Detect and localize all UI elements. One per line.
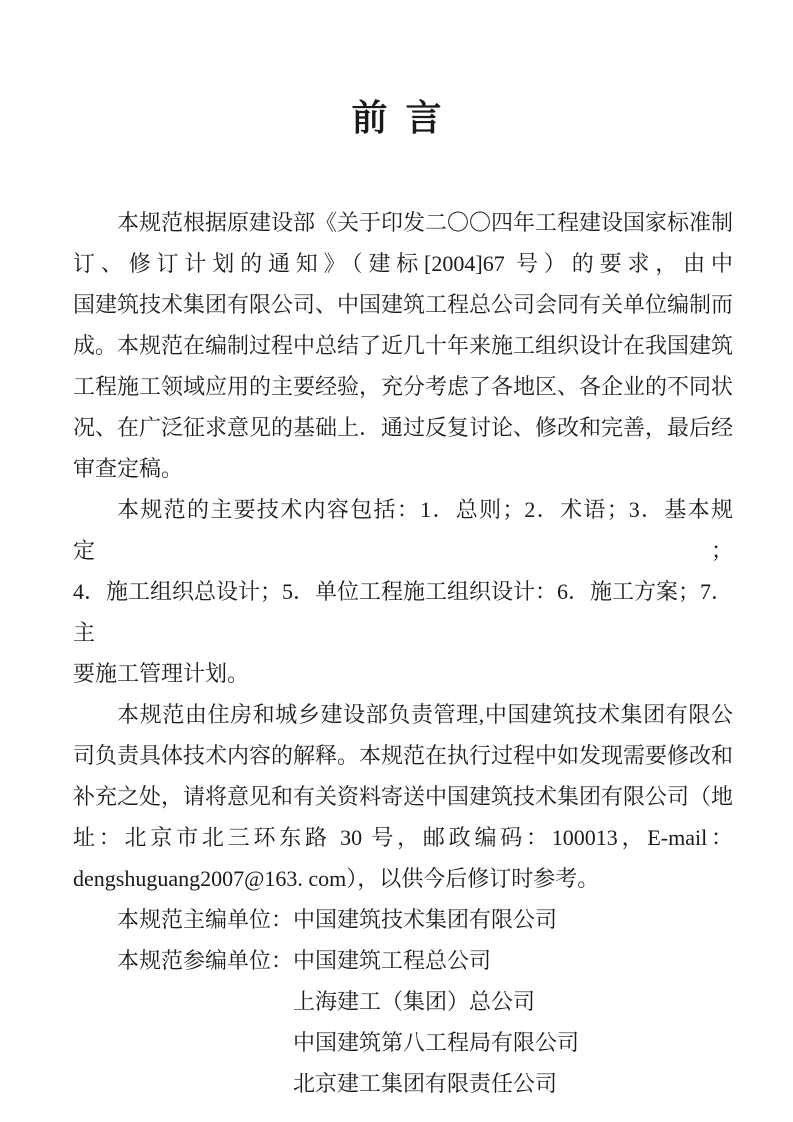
paragraph1-line-4: 成。本规范在编制过程中总结了近几十年来施工组织设计在我国建筑 xyxy=(73,333,734,358)
paragraph1-line-3: 国建筑技术集团有限公司、中国建筑工程总公司会同有关单位编制而 xyxy=(73,292,734,317)
paragraph3-line-1: 本规范由住房和城乡建设部负责管理,中国建筑技术集团有限公 xyxy=(117,702,733,727)
paragraph2-line-1: 本规范的主要技术内容包括：1．总则；2．术语；3．基本规定； xyxy=(73,497,733,563)
chief-editor-line: 本规范主编单位：中国建筑技术集团有限公司 xyxy=(117,907,558,932)
paragraph3-line-5: dengshuguang2007@163. com），以供今后修订时参考。 xyxy=(73,866,600,891)
paragraph1-line-2: 订、修订计划的通知》（建标[2004]67 号）的要求，由中 xyxy=(73,251,733,276)
participating-editor-line-4: 北京建工集团有限责任公司 xyxy=(293,1071,558,1096)
paragraph1-line-6: 况、在广泛征求意见的基础上．通过反复讨论、修改和完善，最后经 xyxy=(73,415,734,440)
participating-editor-line-2: 上海建工（集团）总公司 xyxy=(293,989,536,1014)
document-title: 前言 xyxy=(351,98,460,138)
paragraph2-line-3: 要施工管理计划。 xyxy=(73,661,250,686)
paragraph1-line-5: 工程施工领域应用的主要经验，充分考虑了各地区、各企业的不同状 xyxy=(73,374,734,399)
paragraph3-line-2: 司负责具体技术内容的解释。本规范在执行过程中如发现需要修改和 xyxy=(73,743,734,768)
participating-editor-line-3: 中国建筑第八工程局有限公司 xyxy=(293,1030,580,1055)
paragraph1-line-7: 审查定稿。 xyxy=(73,456,184,481)
paragraph2-line-2: 4．施工组织总设计；5．单位工程施工组织设计：6．施工方案；7．主 xyxy=(73,579,734,645)
paragraph1-line-1: 本规范根据原建设部《关于印发二〇〇四年工程建设国家标准制 xyxy=(117,210,734,235)
paragraph3-line-4: 址：北京市北三环东路 30 号，邮政编码：100013，E-mail： xyxy=(73,825,733,850)
document-body xyxy=(73,202,733,1104)
paragraph3-line-3: 补充之处，请将意见和有关资料寄送中国建筑技术集团有限公司（地 xyxy=(73,784,734,809)
participating-editor-line-1: 本规范参编单位：中国建筑工程总公司 xyxy=(117,948,492,973)
